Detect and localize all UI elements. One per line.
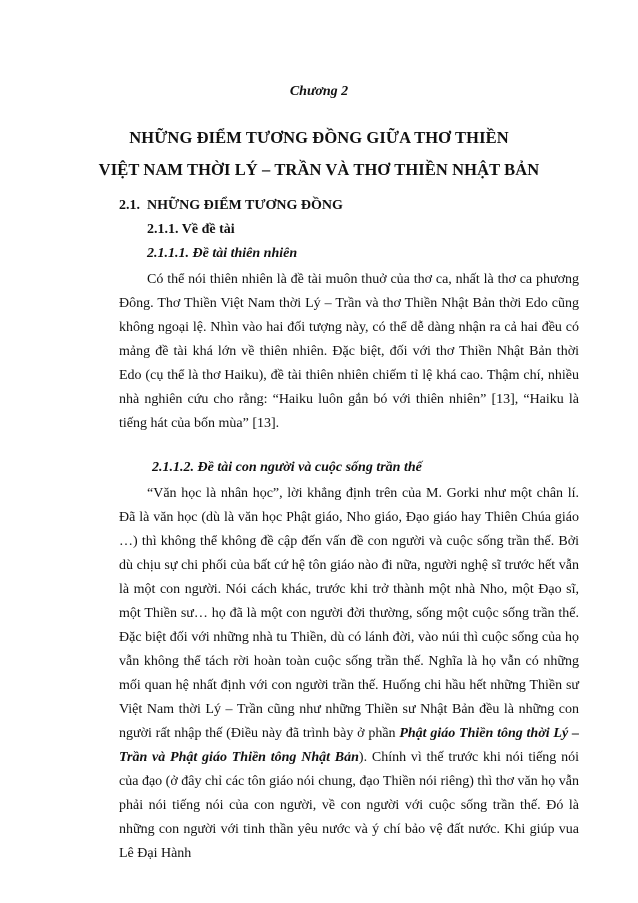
subsubsection-heading-1: 2.1.1.1. Đề tài thiên nhiên [147,246,298,261]
section-title: NHỮNG ĐIỂM TƯƠNG ĐỒNG [147,198,343,213]
paragraph-nature-theme: Có thể nói thiên nhiên là đề tài muôn thuở của thơ ca, nhất là thơ ca phương Đông. Thơ Thiền Việt Nam thời Lý – Trần và thơ Thiền Nhật Bản thời Edo cũng không ngoại lệ. Nhìn vào hai đối tượng này, có thể dễ dàng nhận ra cả hai đều có mảng đề tài khá lớn về thiên nhiên. Đặc biệt, đối với thơ Thiền Nhật Bản thời Edo (cụ thể là thơ Haiku), đề tài thiên nhiên chiếm tỉ lệ khá cao. Thậm chí, nhiều nhà nghiên cứu cho rằng: “Haiku luôn gắn bó với thiên nhiên” [13], “Haiku là tiếng hát của bốn mùa” [13]. [119,272,579,431]
book-title-reference: Phật giáo Thiền tông thời Lý – Trần và Phật giáo Thiền tông Nhật Bản [119,726,579,765]
paragraph-2-part-1: “Văn học là nhân học”, lời khẳng định trên của M. Gorki như một chân lí. Đã là văn học (dù là văn học Phật giáo, Nho giáo, Đạo giáo hay Thiên Chúa giáo …) thì không thể không đề cập đến vấn đề con người và cuộc sống trần thế. Bởi dù chịu sự chi phối của bất cứ hệ tôn giáo nào đi nữa, người nghệ sĩ trước hết vẫn là một con người. Nói cách khác, trước khi trở thành một nhà Nho, một Đạo sĩ, một Thiền sư… họ đã là một con người đời thường, sống một cuộc sống trần thế. Đặc biệt đối với những nhà tu Thiền, dù có lánh đời, vào núi thì cuộc sống của họ vẫn không thể tách rời hoàn toàn cuộc sống trần thế. Nghĩa là họ vẫn có những mối quan hệ nhất định với con người trần thế. Huống chi hầu hết những Thiền sư Việt Nam thời Lý – Trần cũng như những Thiền sư Nhật Bản đều là những con người rất nhập thế (Điều này đã trình bày ở phần [119,486,579,741]
section-number: 2.1. [119,198,140,213]
chapter-label: Chương 2 [289,84,349,99]
chapter-title-line-2: VIỆT NAM THỜI LÝ – TRẦN VÀ THƠ THIỀN NHẬT BẢN [98,160,540,179]
chapter-title-line-1: NHỮNG ĐIỂM TƯƠNG ĐỒNG GIỮA THƠ THIỀN [129,128,509,147]
subsubsection-heading-2: 2.1.1.2. Đề tài con người và cuộc sống trần thế [152,460,422,475]
paragraph-human-theme [119,482,579,866]
subsection-heading: 2.1.1. Về đề tài [147,222,235,237]
paragraph-2-part-2: ). Chính vì thế trước khi nói tiếng nói của đạo (ở đây chỉ các tôn giáo nói chung, đạo Thiền nói riêng) thì thơ văn họ vẫn phải nói tiếng nói của con người, về con người với cuộc sống trần thế. Đó là những con người với tinh thần yêu nước và ý chí bảo vệ đất nước. Khi giúp vua Lê Đại Hành [119,750,579,861]
